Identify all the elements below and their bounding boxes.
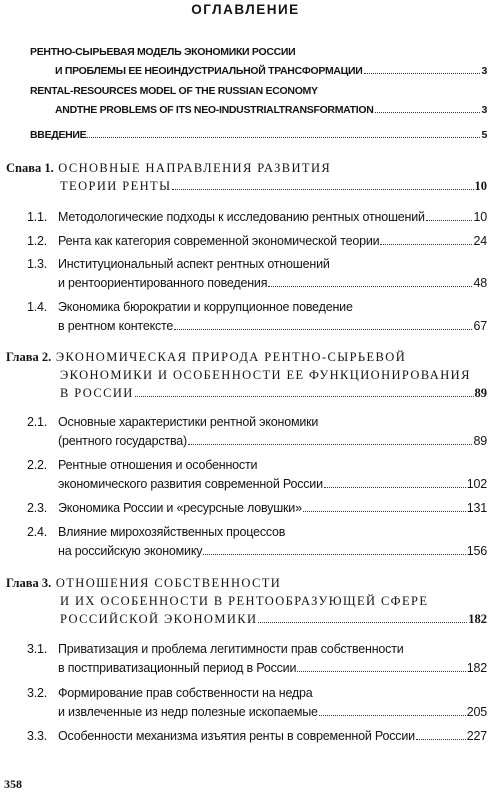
page-ref: 48	[473, 276, 487, 290]
toc-section-2-4-line1: 2.4. Влияние мирохозяйственных процессов	[27, 525, 286, 539]
page-title: ОГЛАВЛЕНИЕ	[191, 2, 300, 17]
page-ref: 67	[473, 319, 487, 333]
chapter-3-heading-line2: И ИХ ОСОБЕННОСТИ В РЕНТООБРАЗУЮЩЕЙ СФЕРЕ	[60, 594, 429, 608]
chapter-3-heading: Глава 3. ОТНОШЕНИЯ СОБСТВЕННОСТИ	[6, 576, 282, 590]
page-ref: 89	[474, 386, 487, 400]
page-ref: 3	[481, 104, 487, 116]
chapter-1-heading: Сnава 1. ОСНОВНЫЕ НАПРАВЛЕНИЯ РАЗВИТИЯ	[6, 161, 332, 175]
page-ref: 182	[466, 661, 487, 675]
toc-section-1-2[interactable]: 1.2. Рента как категория современной экономической теории 24	[27, 234, 487, 248]
toc-section-3-3[interactable]: 3.3. Особенности механизма изъятия ренты в современной России 227	[27, 729, 487, 743]
chapter-2-heading-line2: ЭКОНОМИКИ И ОСОБЕННОСТИ ЕЕ ФУНКЦИОНИРОВАНИЯ	[60, 368, 471, 382]
toc-front-title-ru[interactable]: И ПРОБЛЕМЫ ЕЕ НЕОИНДУСТРИАЛЬНОЙ ТРАНСФОРМАЦИИ 3	[55, 62, 487, 80]
toc-section-3-2-line1: 3.2. Формирование прав собственности на недра	[27, 686, 313, 700]
chapter-3-entry[interactable]: РОССИЙСКОЙ ЭКОНОМИКИ 182	[60, 612, 487, 626]
leader-dots	[324, 477, 466, 488]
toc-section-1-3-line1: 1.3. Институциональный аспект рентных отношений	[27, 257, 330, 271]
toc-section-3-2[interactable]: и извлеченные из недр полезные ископаемые 205	[58, 705, 487, 719]
page-ref: 131	[466, 501, 487, 515]
toc-section-2-4[interactable]: на российскую экономику 156	[58, 544, 487, 558]
toc-section-2-1-line1: 2.1. Основные характеристики рентной экономики	[27, 415, 319, 429]
page-ref: 205	[466, 705, 487, 719]
toc-section-2-1[interactable]: (рентного государства) 89	[58, 434, 487, 448]
chapter-label: Глава 3.	[6, 576, 52, 590]
toc-section-3-1-line1: 3.1. Приватизация и проблема легитимности прав собственности	[27, 642, 404, 656]
toc-section-1-3[interactable]: и рентоориентированного поведения 48	[58, 276, 487, 290]
page-ref: 24	[473, 234, 487, 248]
leader-dots	[174, 319, 472, 330]
chapter-2-entry[interactable]: В РОССИИ 89	[60, 386, 487, 400]
toc-introduction[interactable]: ВВЕДЕНИЕ 5	[30, 126, 487, 144]
toc-section-3-1[interactable]: в постприватизационный период в России 182	[58, 661, 487, 675]
page-ref: 10	[473, 210, 487, 224]
chapter-label: Глава 2.	[6, 350, 52, 364]
toc-section-1-4-line1: 1.4. Экономика бюрократии и коррупционное поведение	[27, 300, 353, 314]
toc-front-title-en-line1: RENTAL-RESOURCES MODEL OF THE RUSSIAN ECONOMY	[30, 85, 318, 97]
leader-dots	[258, 612, 467, 623]
page-ref: 5	[481, 129, 487, 141]
toc-front-title-ru-line1: РЕНТНО-СЫРЬЕВАЯ МОДЕЛЬ ЭКОНОМИКИ РОССИИ	[30, 46, 296, 58]
toc-section-2-2-line1: 2.2. Рентные отношения и особенности	[27, 458, 258, 472]
leader-dots	[364, 63, 481, 74]
chapter-2-heading: Глава 2. ЭКОНОМИЧЕСКАЯ ПРИРОДА РЕНТНО-СЫРЬЕВОЙ	[6, 350, 407, 364]
toc-section-2-3[interactable]: 2.3. Экономика России и «ресурсные ловушки» 131	[27, 501, 487, 515]
toc-front-title-en[interactable]: ANDTHE PROBLEMS OF ITS NEO-INDUSTRIALTRANSFORMATION 3	[55, 101, 487, 119]
toc-section-2-2[interactable]: экономического развития современной России 102	[58, 477, 487, 491]
page-ref: 156	[466, 544, 487, 558]
leader-dots	[203, 544, 465, 555]
page-ref: 182	[468, 612, 487, 626]
leader-dots	[303, 501, 466, 512]
leader-dots	[426, 210, 473, 221]
leader-dots	[188, 434, 473, 445]
leader-dots	[375, 102, 481, 113]
page-number: 358	[4, 777, 22, 791]
page-ref: 102	[466, 477, 487, 491]
chapter-label: Сnава 1.	[6, 161, 54, 175]
page-ref: 227	[466, 729, 487, 743]
leader-dots	[380, 234, 472, 245]
page-ref: 89	[473, 434, 487, 448]
toc-section-1-4[interactable]: в рентном контексте 67	[58, 319, 487, 333]
leader-dots	[319, 705, 466, 716]
page-ref: 3	[481, 65, 487, 77]
chapter-1-entry[interactable]: ТЕОРИИ РЕНТЫ 10	[60, 179, 487, 193]
leader-dots	[268, 276, 472, 287]
leader-dots	[87, 127, 480, 138]
leader-dots	[297, 661, 465, 672]
leader-dots	[172, 179, 473, 190]
toc-section-1-1[interactable]: 1.1. Методологические подходы к исследованию рентных отношений 10	[27, 210, 487, 224]
leader-dots	[135, 386, 474, 397]
page-ref: 10	[474, 179, 487, 193]
leader-dots	[416, 729, 466, 740]
